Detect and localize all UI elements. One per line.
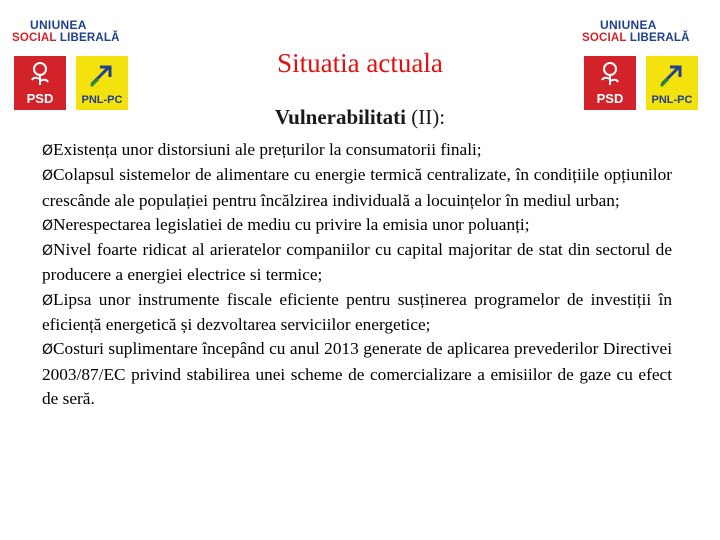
logo-text-liberala: LIBERALĂ [629, 32, 690, 44]
pnl-label: PNL-PC [651, 94, 693, 106]
bullet-item [42, 163, 672, 213]
bullet-arrow-icon: Ø [42, 217, 54, 234]
logo-text-social: SOCIAL [582, 32, 627, 44]
bullet-text: Costuri suplimentare începând cu anul 2013 generate de aplicarea prevederilor Directivei 2003/87/EC privind stabilirea unei scheme de comercializare a emisiilor de gaze cu efect de seră. [42, 339, 672, 408]
bullet-text: Lipsa unor instrumente fiscale eficiente pentru susținerea programelor de investiții în eficiență energetică și dezvoltarea serviciilor energetice; [42, 289, 672, 335]
bullet-arrow-icon: Ø [42, 292, 54, 309]
bullet-item [42, 238, 672, 288]
section-subtitle [0, 105, 720, 130]
page-title: Situatia actuala [277, 48, 443, 78]
logo-text-social: SOCIAL [12, 32, 57, 44]
logo-text-social-liberala [12, 32, 120, 44]
bullet-item [42, 138, 672, 163]
logo-text-uniunea: UNIUNEA [30, 18, 87, 32]
psd-label: PSD [26, 91, 54, 106]
subtitle-rest: (II): [406, 105, 446, 129]
bullet-text: Existența unor distorsiuni ale prețurilor la consumatorii finali; [53, 140, 482, 159]
logo-text-liberala: LIBERALĂ [59, 32, 120, 44]
bullet-text: Colapsul sistemelor de alimentare cu energie termică centralizate, în condițiile opțiunilor crescânde ale populației pentru încălzirea individuală a locuințelor în mediul urban; [42, 165, 672, 210]
bullet-text: Nivel foarte ridicat al arieratelor companiilor cu capital majoritar de stat din sectorul de producere a energiei electrice si termice; [42, 240, 672, 285]
bullet-item [42, 288, 672, 338]
bullet-arrow-icon: Ø [42, 168, 54, 185]
logo-text-uniunea: UNIUNEA [600, 18, 657, 32]
bullet-item [42, 337, 672, 411]
bullet-text: Nerespectarea legislatiei de mediu cu privire la emisia unor poluanți; [53, 214, 530, 234]
subtitle-bold: Vulnerabilitati [274, 105, 406, 129]
bullet-arrow-icon: Ø [42, 143, 54, 159]
logo-text-social-liberala [582, 32, 690, 44]
pnl-label: PNL-PC [81, 94, 123, 106]
bullet-item [42, 213, 672, 238]
bullet-list [42, 138, 672, 411]
bullet-arrow-icon: Ø [42, 342, 54, 359]
bullet-arrow-icon: Ø [42, 243, 54, 260]
psd-label: PSD [596, 91, 624, 106]
